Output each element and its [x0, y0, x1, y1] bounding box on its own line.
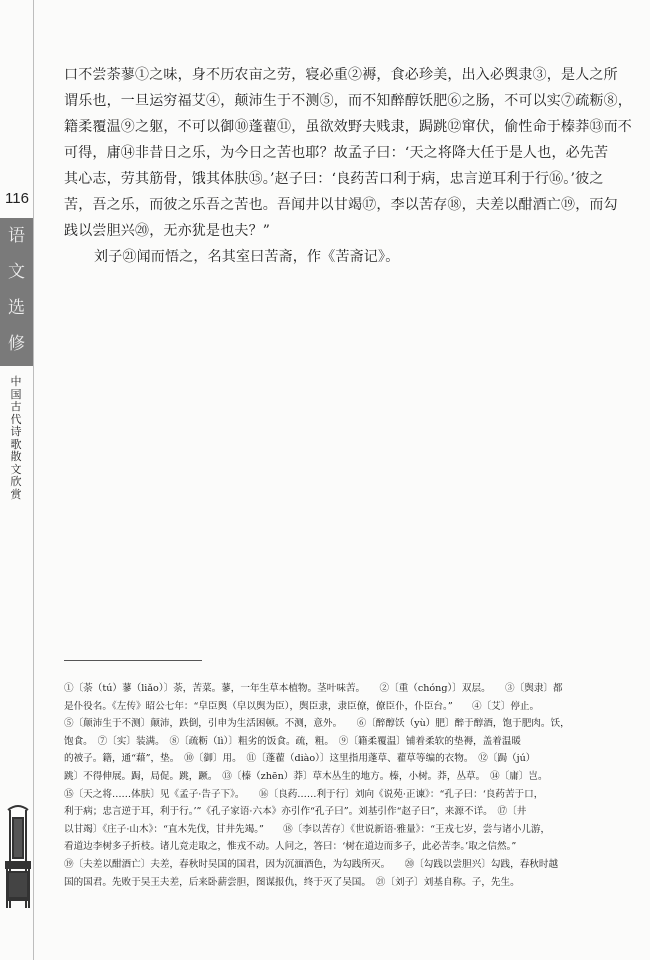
footnote-line: ⑤〔颠沛生于不测〕颠沛，跌倒，引申为生活困顿。不测，意外。 ⑥〔醉醇饫（yù）肥〕醉于醇酒，饱于肥肉。饫， [64, 718, 570, 730]
book-subtitle: 中国古代诗歌散文欣赏 [10, 375, 22, 501]
footnote-line: ⑮〔天之将……体肤〕见《孟子·告子下》。 ⑯〔良药……利于行〕刘向《说苑·正谏》：“孔子曰：‘良药苦于口， [64, 788, 544, 800]
series-title-band [0, 218, 33, 366]
footnote-line: 看道边李树多子折枝。诸儿竞走取之，惟戎不动。人问之，答曰：‘树在道边而多子，此必苦李。’取之信然。” [64, 841, 517, 853]
footnote-line: 利于病；忠言逆于耳，利于行。’”《孔子家语·六本》亦引作“孔子曰”。刘基引作“赵子曰”，来源不详。 ⑰〔井 [64, 806, 527, 818]
series-title-char: 修 [8, 334, 25, 354]
footnote-line: 的被子。籍，通“藉”，垫。 ⑩〔御〕用。 ⑪〔蓬藋（diào）〕这里指用蓬草、藋草等编的衣物。 ⑫〔跼（jú） [64, 753, 536, 765]
footnote-line: 饱食。 ⑦〔实〕装满。 ⑧〔疏粝（lì）〕粗劣的饭食。疏，粗。 ⑨〔籍柔覆温〕铺着柔软的垫褥，盖着温暖 [64, 735, 522, 747]
footnote-line: ⑲〔夫差以酣酒亡〕夫差，春秋时吴国的国君，因为沉湎酒色，为勾践所灭。 ⑳〔勾践以尝胆兴〕勾践，春秋时越 [64, 858, 559, 870]
body-line: 践以尝胆兴⑳，无亦犹是也夫？” [64, 223, 271, 239]
closing-paragraph: 刘子㉑闻而悟之，名其室曰苦斋，作《苦斋记》。 [94, 249, 400, 265]
footnote-line: 是仆役名。《左传》昭公七年：“皁臣舆（皁以舆为臣），舆臣隶，隶臣僚，僚臣仆，仆臣台。” ④〔艾〕停止。 [64, 700, 540, 712]
footnote-line: 跳〕不得伸展。跼，局促。跳，蹶。 ⑬〔榛（zhēn）莽〕草木丛生的地方。榛，小树。莽，丛草。 ⑭〔庸〕岂。 [64, 770, 548, 782]
series-title-char: 选 [8, 298, 25, 318]
chair-illustration-icon [4, 800, 32, 910]
essay-body [64, 62, 634, 270]
footnote-line: 以甘竭〕《庄子·山木》：“直木先伐，甘井先竭。” ⑱〔李以苦存〕《世说新语·雅量》：“王戎七岁，尝与诸小儿游， [64, 823, 551, 835]
body-line: 籍柔覆温⑨之躯，不可以御⑩蓬藋⑪，虽欲效野夫贱隶，跼跳⑫窜伏，偷性命于榛莽⑬而不 [64, 119, 632, 135]
body-line: 苦，吾之乐，而彼之乐吾之苦也。吾闻井以甘竭⑰，李以苦存⑱，夫差以酣酒亡⑲，而勾 [64, 197, 618, 213]
body-line: 可得，庸⑭非昔日之乐，为今日之苦也耶？故孟子曰：‘天之将降大任于是人也，必先苦 [64, 145, 609, 161]
series-title-char: 语 [8, 226, 25, 246]
series-title-char: 文 [8, 262, 25, 282]
margin-divider [33, 0, 34, 960]
body-line: 其心志，劳其筋骨，饿其体肤⑮。’赵子曰：‘良药苦口利于病，忠言逆耳利于行⑯。’彼之 [64, 171, 604, 187]
footnote-line: ①〔荼（tú）蓼（liǎo）〕荼，苦菜。蓼，一年生草本植物。茎叶味苦。 ②〔重（chóng）〕双层。 ③〔舆隶〕都 [64, 683, 563, 694]
footnotes [64, 680, 634, 891]
body-line: 谓乐也，一旦运穷福艾④，颠沛生于不测⑤，而不知醉醇饫肥⑥之肠，不可以实⑦疏粝⑧， [64, 93, 632, 109]
footnote-line: 国的国君。先败于吴王夫差，后来卧薪尝胆，图谋报仇，终于灭了吴国。 ㉑〔刘子〕刘基自称。子，先生。 [64, 876, 520, 888]
page-number: 116 [5, 190, 29, 207]
footnote-rule [64, 660, 202, 661]
body-line: 口不尝荼蓼①之味，身不历农亩之劳，寝必重②褥，食必珍美，出入必舆隶③，是人之所 [64, 67, 618, 83]
